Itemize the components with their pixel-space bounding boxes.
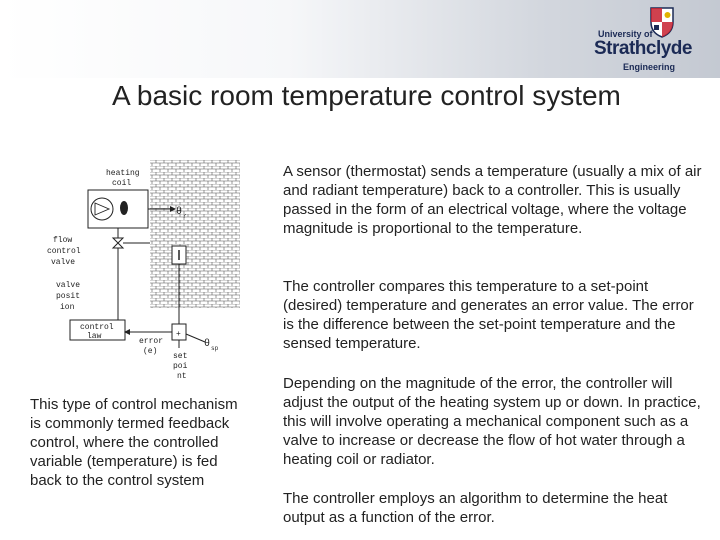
label-setpoint-2: poi — [173, 362, 188, 371]
label-control-law-1: control — [80, 323, 114, 332]
label-control-law-2: law — [87, 332, 102, 341]
label-theta-r: θ — [176, 207, 183, 218]
slide-title: A basic room temperature control system — [112, 80, 621, 111]
label-setpoint-3: nt — [177, 372, 187, 381]
label-valve-position-3: ion — [60, 303, 75, 312]
label-heating-coil-1: heating — [106, 169, 140, 178]
logo-name-text: Strathclyde — [594, 38, 692, 59]
sensor-lower-wall — [176, 260, 240, 308]
label-theta-r-subscript: r — [183, 213, 187, 220]
control-system-diagram — [40, 160, 240, 385]
label-theta-sp-subscript: sp — [211, 345, 219, 352]
label-error-1: error — [139, 337, 164, 346]
label-flow-control-2: control — [47, 247, 81, 256]
label-flow-control-1: flow — [53, 236, 73, 245]
label-valve-position-1: valve — [56, 281, 81, 290]
label-error-2: (e) — [143, 347, 158, 356]
logo-university-text: University of — [598, 29, 653, 39]
label-theta-sp: θ — [204, 339, 211, 350]
logo-department-text: Engineering — [623, 62, 676, 72]
flow-control-valve-icon — [113, 238, 123, 248]
paragraph-error-adjust: Depending on the magnitude of the error, the controller will adjust the output of the heating system up or down. In practice, this will involve operating a mechanical component such as a valve to increase or decrease the flow of hot water through a heating coil or radiator. — [283, 375, 701, 468]
heating-coil-icon — [120, 201, 128, 215]
label-valve-position-2: posit — [56, 292, 81, 301]
paragraph-sensor: A sensor (thermostat) sends a temperature (usually a mix of air and radiant temperature) back to a controller. This is usually passed in the form of an electrical voltage, where the voltage magnitude is proportional to the temperature. — [283, 163, 702, 237]
label-heating-coil-2: coil — [112, 179, 132, 188]
paragraph-feedback-caption: This type of control mechanism is commonly termed feedback control, where the controlled variable (temperature) is fed back to the control system — [30, 396, 238, 489]
paragraph-controller-compare: The controller compares this temperature to a set-point (desired) temperature and generates an error value. The error is the difference between the set-point temperature and the sensed temperature. — [283, 278, 694, 352]
label-setpoint-1: set — [173, 352, 188, 361]
label-flow-control-3: valve — [51, 258, 76, 267]
paragraph-algorithm: The controller employs an algorithm to determine the heat output as a function of the error. — [283, 490, 668, 526]
label-plus: + — [176, 330, 181, 339]
